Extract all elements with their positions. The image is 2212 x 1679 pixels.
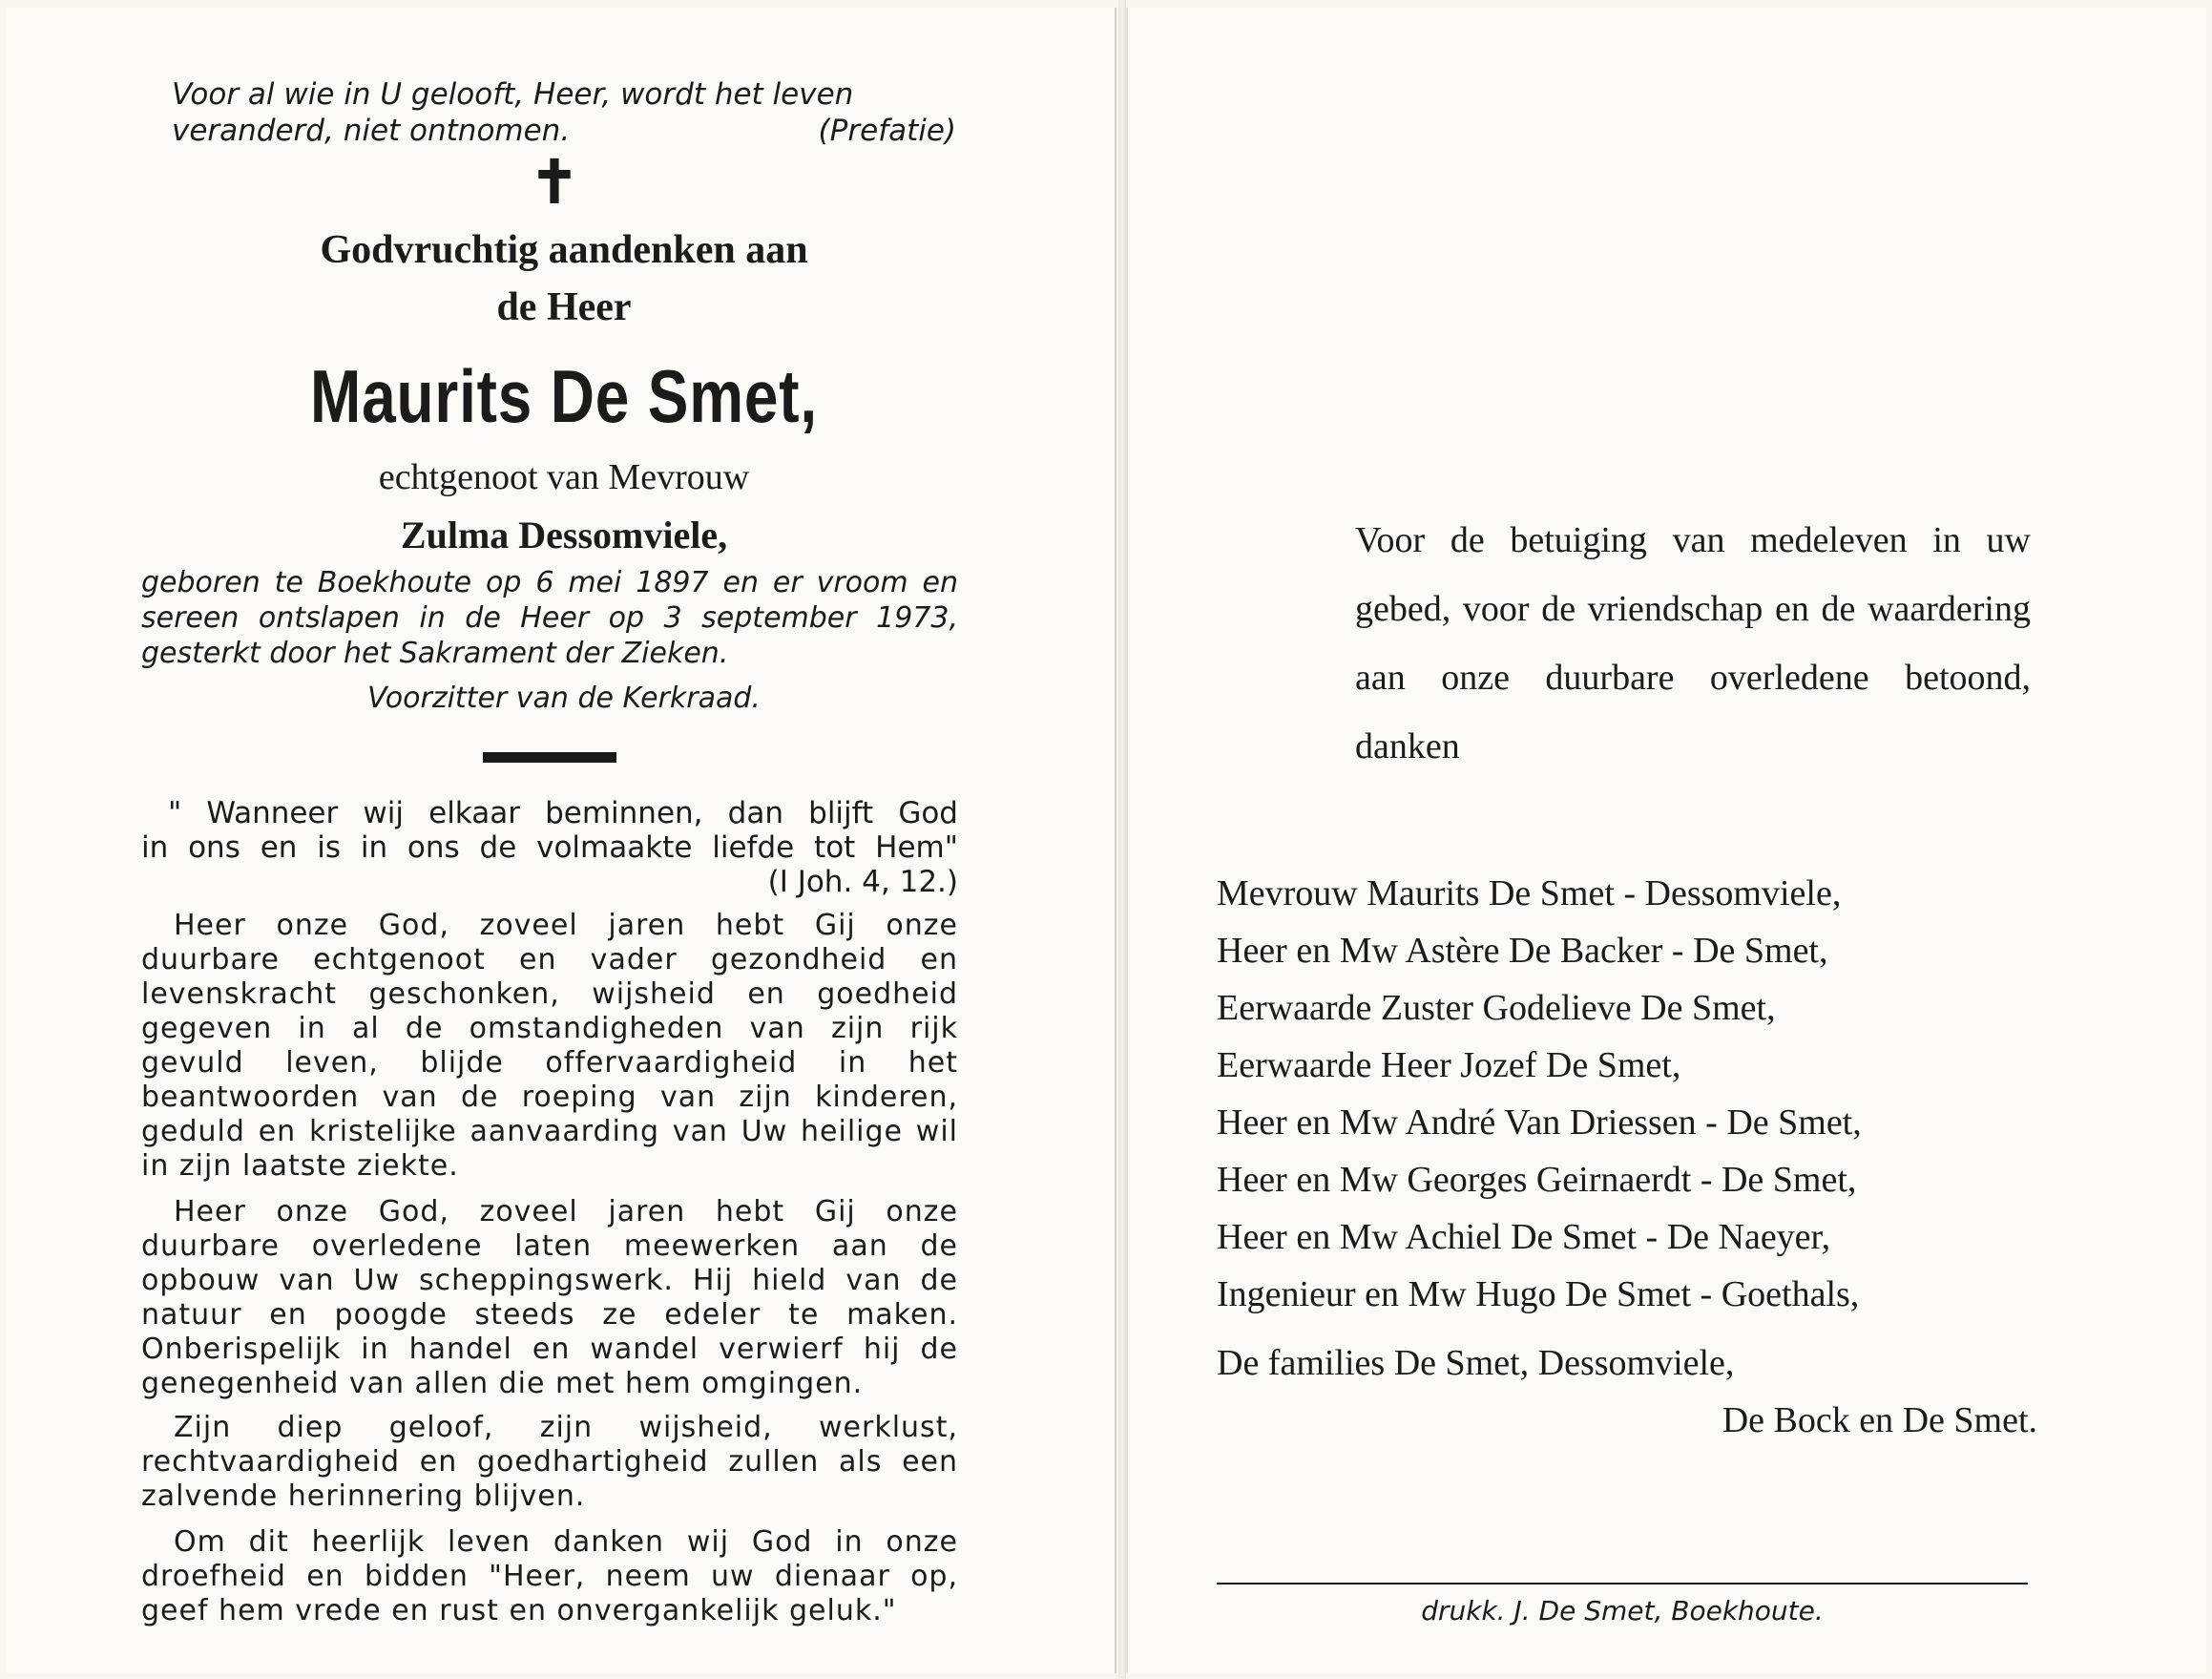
- family-member: Mevrouw Maurits De Smet - Dessomviele,: [1217, 873, 1842, 913]
- family-member-last: De Bock en De Smet.: [1722, 1400, 2037, 1440]
- paragraph-1: [141, 909, 958, 1184]
- deceased-name: Maurits De Smet,: [309, 354, 819, 438]
- epigraph: [172, 76, 956, 149]
- family-member: Heer en Mw Achiel De Smet - De Naeyer,: [1217, 1217, 1831, 1257]
- family-member: Eerwaarde Heer Jozef De Smet,: [1217, 1045, 1681, 1085]
- paragraph-text: Heer onze God, zoveel jaren hebt Gij onze duurbare overledene laten meewerken aan de opbouw van Uw scheppingswerk. Hij hield van de natuur en poogde steeds ze edeler te maken. Onberispelijk in handel en wandel verwierf hij de genegenheid van allen die met hem omgingen.: [141, 1195, 958, 1400]
- paragraph-3: [141, 1411, 958, 1514]
- epigraph-text-1: Voor al wie in U gelooft, Heer, wordt het leven: [172, 77, 854, 112]
- family-list: [1217, 865, 2037, 1449]
- paragraph-text: Zijn diep geloof, zijn wijsheid, werklust, rechtvaardigheid en goedhartigheid zullen als een zalvende herinnering blijven.: [141, 1411, 958, 1513]
- family-member: Heer en Mw Astère De Backer - De Smet,: [1217, 931, 1828, 971]
- printer-divider: [1217, 1583, 2028, 1585]
- epigraph-source: (Prefatie): [818, 114, 956, 148]
- scripture-line-2: in ons en is in ons de volmaakte liefde tot Hem": [141, 830, 958, 865]
- memorial-heading-2: de Heer: [496, 285, 632, 329]
- divider-bar: [483, 752, 616, 763]
- spouse-intro: echtgenoot van Mevrouw: [378, 457, 750, 497]
- scripture-quote: [141, 796, 958, 899]
- card-fold: [1118, 0, 1126, 1679]
- family-member: Heer en Mw Georges Geirnaerdt - De Smet,: [1217, 1160, 1857, 1200]
- family-member: De families De Smet, Dessomviele,: [1217, 1343, 1735, 1383]
- cross-icon: ✝: [530, 147, 579, 217]
- family-member: Eerwaarde Zuster Godelieve De Smet,: [1217, 988, 1776, 1028]
- scripture-line-1: " Wanneer wij elkaar beminnen, dan blijft God: [168, 796, 958, 830]
- memorial-heading-1: Godvruchtig aandenken aan: [320, 228, 808, 272]
- family-member: Ingenieur en Mw Hugo De Smet - Goethals,: [1217, 1274, 1860, 1314]
- scripture-reference: (I Joh. 4, 12.): [767, 865, 958, 899]
- paragraph-2: [141, 1195, 958, 1401]
- family-member: Heer en Mw André Van Driessen - De Smet,: [1217, 1102, 1862, 1143]
- printer-credit: drukk. J. De Smet, Boekhoute.: [1421, 1595, 1824, 1627]
- role-title: Voorzitter van de Kerkraad.: [367, 682, 761, 715]
- epigraph-line-2: [172, 113, 956, 149]
- birth-death-details: geboren te Boekhoute op 6 mei 1897 en er vroom en sereen ontslapen in de Heer op 3 september 1973, gesterkt door het Sakrament der Zieken.: [141, 566, 958, 670]
- epigraph-line-1: [172, 76, 956, 113]
- paragraph-4: [141, 1525, 958, 1628]
- paragraph-text: Heer onze God, zoveel jaren hebt Gij onze duurbare echtgenoot en vader gezondheid en levenskracht geschonken, wijsheid en goedheid gegeven in al de omstandigheden van zijn rijk gevuld leven, blijde offervaardigheid in het beantwoorden van de roeping van zijn kinderen, geduld en kristelijke aanvaarding van Uw heilige wil in zijn laatste ziekte.: [141, 909, 958, 1183]
- thanks-text: Voor de betuiging van medeleven in uw gebed, voor de vriendschap en de waardering aan onze duurbare overledene betoond, danken: [1355, 520, 2031, 766]
- paragraph-text: Om dit heerlijk leven danken wij God in onze droefheid en bidden "Heer, neem uw dienaar op, geef hem vrede en rust en onvergankelijk geluk.": [141, 1525, 958, 1627]
- spouse-name: Zulma Dessomviele,: [400, 514, 728, 556]
- epigraph-text-2: veranderd, niet ontnomen.: [172, 114, 571, 148]
